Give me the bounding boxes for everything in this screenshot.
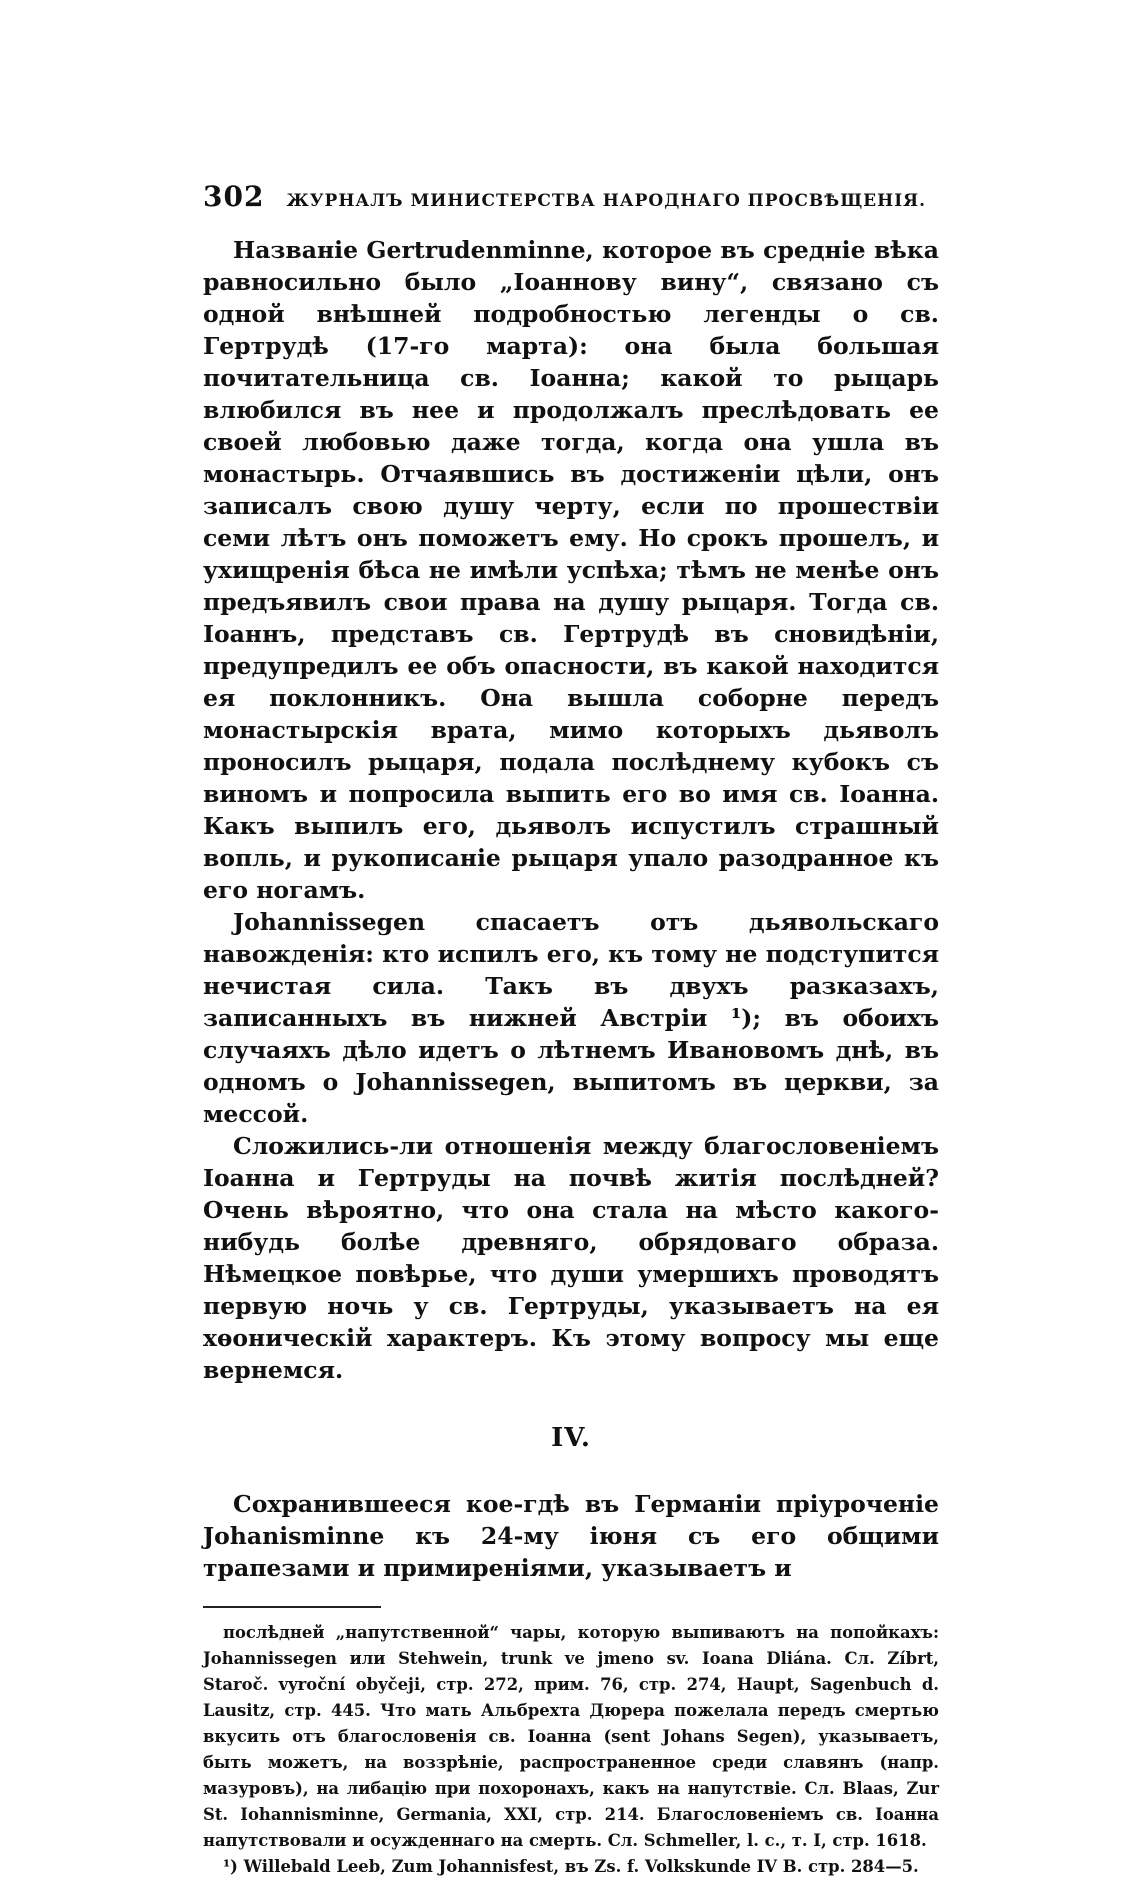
footnote-1: ¹) Willebald Leeb, Zum Johannisfest, въ Zs. f. Volkskunde IV B. стр. 284—5. <box>223 1857 919 1876</box>
section-heading: IV. <box>551 1423 591 1453</box>
book-page <box>203 180 939 1880</box>
page-header <box>203 180 939 220</box>
paragraph-3: Сложились-ли отношенія между благословеніемъ Іоанна и Гертруды на почвѣ житія послѣдней? Очень вѣроятно, что она стала на мѣсто какого-нибудь болѣе древняго, обрядоваго образа. Нѣмецкое повѣрье, что души умершихъ проводятъ первую ночь у св. Гертруды, указываетъ на ея хѳоническій характеръ. Къ этому вопросу мы еще вернемся. <box>203 1132 939 1384</box>
running-title: ЖУРНАЛЪ МИНИСТЕРСТВА НАРОДНАГО ПРОСВѢЩЕНІЯ. <box>286 191 927 211</box>
main-text <box>203 234 939 1584</box>
footnote-continuation: послѣдней „напутственной“ чары, которую выпиваютъ на попойкахъ: Johannissegen или Stehwein, trunk ve jmeno sv. Ioana Dliána. Сл. Zíbrt, Staroč. vyroční obyčeji, стр. 272, прим. 76, стр. 274, Haupt, Sagenbuch d. Lausitz, стр. 445. Что мать Альбрехта Дюрера пожелала передъ смертью вкусить отъ благословенія св. Іоанна (sent Johans Segen), указываетъ, быть можетъ, на воззрѣніе, распространенное среди славянъ (напр. мазуровъ), на либацію при похоронахъ, какъ на напутствіе. Сл. Blaas, Zur St. Iohannisminne, Germania, XXI, стр. 214. Благословеніемъ св. Іоанна напутствовали и осужденнаго на смерть. Сл. Schmeller, l. c., т. I, стр. 1618. <box>203 1623 939 1850</box>
paragraph-1: Названіе Gertrudenminne, которое въ средніе вѣка равносильно было „Іоаннову вину“, связано съ одной внѣшней подробностью легенды о св. Гертрудѣ (17-го марта): она была большая почитательница св. Іоанна; какой то рыцарь влюбился въ нее и продолжалъ преслѣдовать ее своей любовью даже тогда, когда она ушла въ монастырь. Отчаявшись въ достиженіи цѣли, онъ записалъ свою душу черту, если по прошествіи семи лѣтъ онъ поможетъ ему. Но срокъ прошелъ, и ухищренія бѣса не имѣли успѣха; тѣмъ не менѣе онъ предъявилъ свои права на душу рыцаря. Тогда св. Іоаннъ, представъ св. Гертрудѣ въ сновидѣніи, предупредилъ ее объ опасности, въ какой находится ея поклонникъ. Она вышла соборне передъ монастырскія врата, мимо которыхъ дьяволъ проносилъ рыцаря, подала послѣднему кубокъ съ виномъ и попросила выпить его во имя св. Іоанна. Какъ выпилъ его, дьяволъ испустилъ страшный вопль, и рукописаніе рыцаря упало разодранное къ его ногамъ. <box>203 236 939 904</box>
footnotes <box>203 1620 939 1880</box>
footnote-separator <box>203 1606 381 1608</box>
paragraph-2: Johannissegen спасаетъ отъ дьявольскаго навожденія: кто испилъ его, къ тому не подступится нечистая сила. Такъ въ двухъ разказахъ, записанныхъ въ нижней Австріи ¹); въ обоихъ случаяхъ дѣло идетъ о лѣтнемъ Ивановомъ днѣ, въ одномъ о Johannissegen, выпитомъ въ церкви, за мессой. <box>203 908 939 1128</box>
page-number: 302 <box>203 180 265 213</box>
section-paragraph: Сохранившееся кое-гдѣ въ Германіи пріуроченіе Johanisminne къ 24-му іюня съ его общими трапезами и примиреніями, указываетъ и <box>203 1490 939 1582</box>
